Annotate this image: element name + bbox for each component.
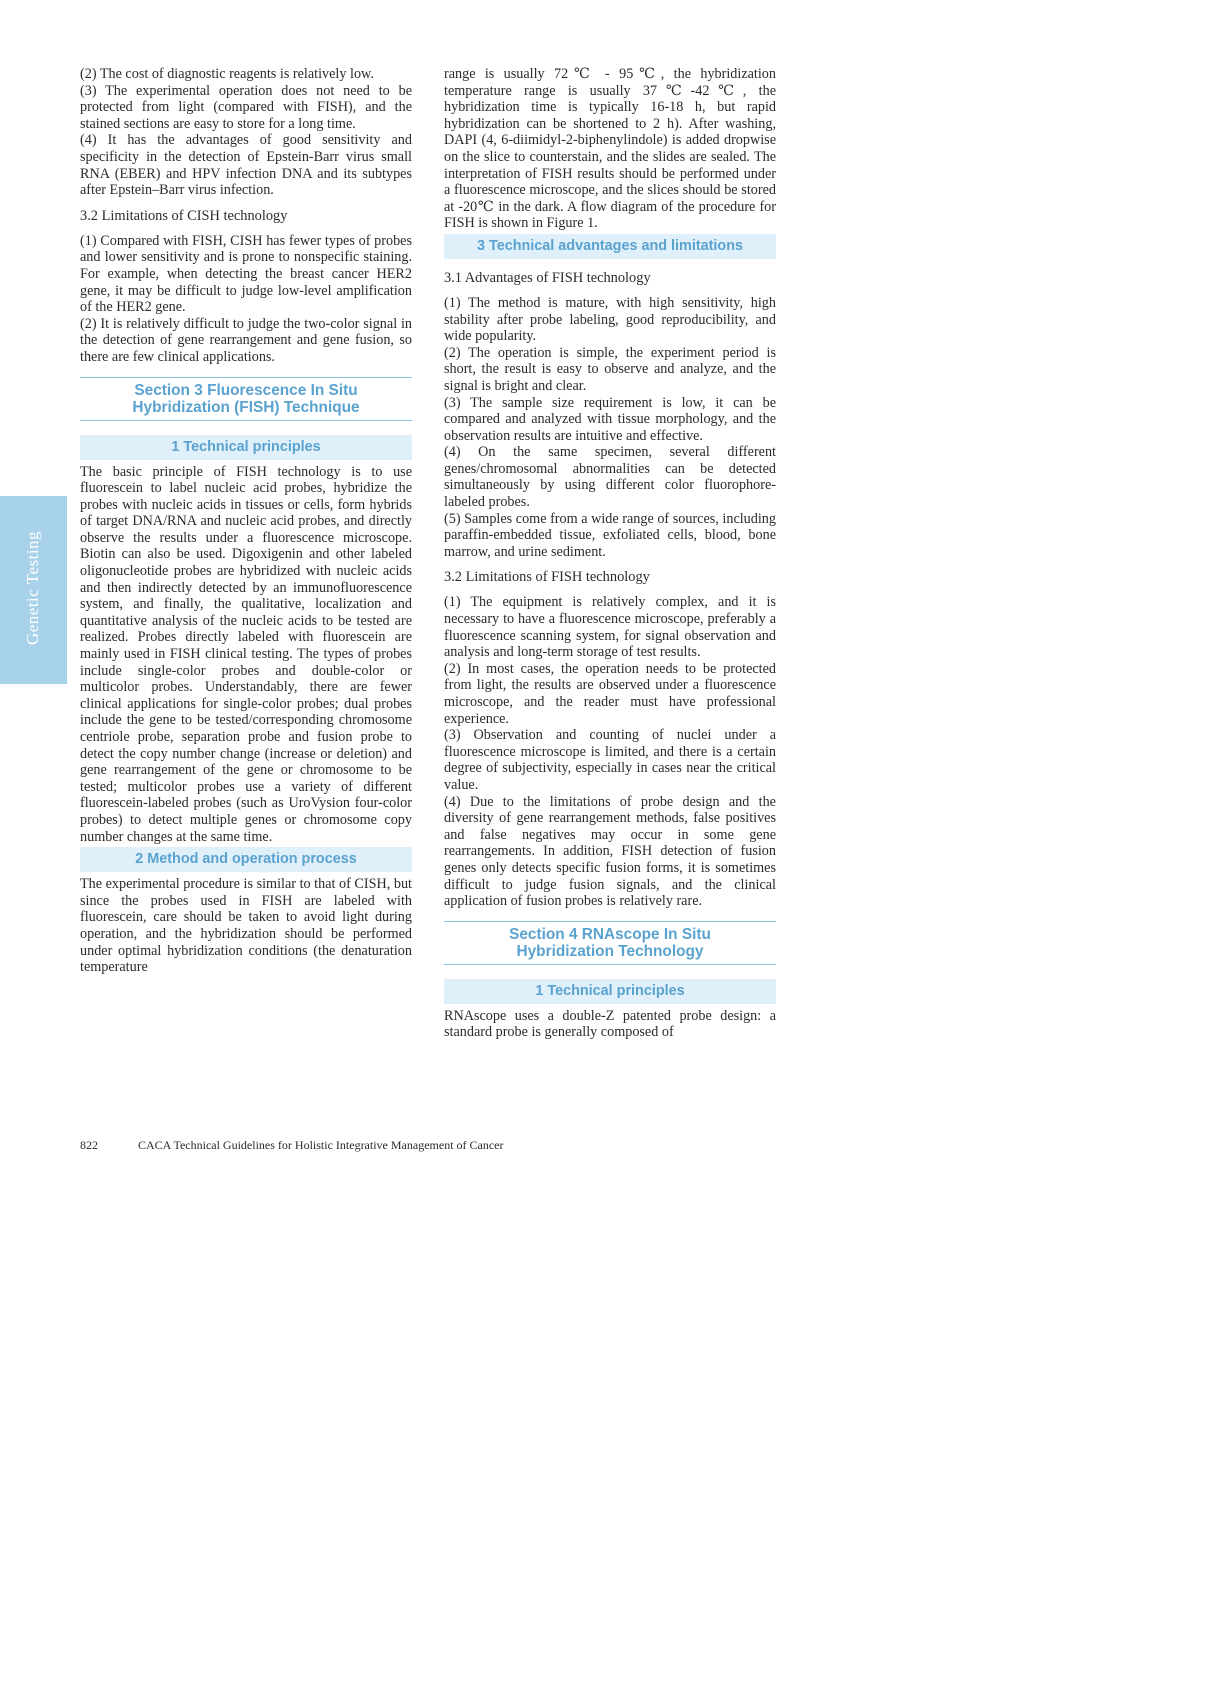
section-3-title-line2: Hybridization (FISH) Technique (132, 398, 360, 416)
paragraph: (5) Samples come from a wide range of sources, including paraffin-embedded tissue, exfoliated cells, blood, bone marrow, and urine sediment. (444, 510, 776, 560)
paragraph: (1) The method is mature, with high sensitivity, high stability after probe labeling, good reproducibility, and wide popularity. (444, 294, 776, 345)
paragraph: (1) Compared with FISH, CISH has fewer types of probes and lower sensitivity and is prone to nonspecific staining. For example, when detecting the breast cancer HER2 gene, it may be difficult to judge low-level amplification of the HER2 gene. (80, 232, 412, 316)
heading-technical-principles: 1 Technical principles (444, 979, 776, 1004)
paragraph: (3) The experimental operation does not need to be protected from light (compared with FISH), and the stained sections are easy to store for a long time. (80, 82, 412, 132)
side-tab (0, 496, 67, 684)
paragraph: range is usually 72℃ - 95℃, the hybridization temperature range is usually 37℃-42℃, the hybridization time is typically 16-18 h, but rapid hybridization can be shortened to 2 h). After washing, DAPI (4, 6-diimidyl-2-biphenylindole) is added dropwise on the slice to counterstain, and the slides are sealed. The interpretation of FISH results should be performed under a fluorescence microscope, and the slices should be stored at -20℃ in the dark. A flow diagram of the procedure for FISH is shown in Figure 1. (444, 66, 776, 232)
paragraph: The experimental procedure is similar to that of CISH, but since the probes used in FISH are labeled with fluorescein, care should be taken to avoid light during operation, and the hybridization should be performed under optimal hybridization conditions (the denaturation temperature (80, 876, 412, 976)
heading-advantages-limitations: 3 Technical advantages and limitations (444, 234, 776, 259)
section-3-title-line1: Section 3 Fluorescence In Situ (134, 381, 358, 399)
right-column (444, 66, 776, 1041)
section-4-title-line1: Section 4 RNAscope In Situ (509, 925, 711, 943)
heading-method-operation: 2 Method and operation process (80, 847, 412, 872)
subheading-fish-advantages: 3.1 Advantages of FISH technology (444, 269, 651, 286)
section-3-heading (80, 377, 412, 421)
paragraph: (1) The equipment is relatively complex, and it is necessary to have a fluorescence microscope, preferably a fluorescence scanning system, for signal observation and analysis and long-term storage of test results. (444, 594, 776, 661)
paragraph: (4) Due to the limitations of probe design and the diversity of gene rearrangement methods, false positives and false negatives may occur in some gene rearrangements. In addition, FISH detection of fusion genes only detects specific fusion forms, it is sometimes difficult to judge fusion signals, and the clinical application of fusion probes is relatively rare. (444, 793, 776, 910)
paragraph: (3) Observation and counting of nuclei under a fluorescence microscope is limited, and there is a certain degree of subjectivity, especially in cases near the critical value. (444, 727, 776, 793)
heading-technical-principles: 1 Technical principles (80, 435, 412, 460)
page-number: 822 (80, 1138, 98, 1152)
subheading-fish-limitations: 3.2 Limitations of FISH technology (444, 569, 650, 586)
paragraph: (4) On the same specimen, several different genes/chromosomal abnormalities can be detected simultaneously by using different color fluorophore-labeled probes. (444, 444, 776, 511)
side-tab-label: Genetic Testing (23, 530, 42, 646)
paragraph: (3) The sample size requirement is low, it can be compared and analyzed with tissue morphology, and the observation results are intuitive and effective. (444, 394, 776, 444)
section-4-heading (444, 921, 776, 965)
subheading-cish-limitations: 3.2 Limitations of CISH technology (80, 207, 288, 224)
paragraph: (2) The operation is simple, the experiment period is short, the result is easy to observe and analyze, and the signal is bright and clear. (444, 344, 776, 394)
section-4-title-line2: Hybridization Technology (516, 942, 704, 960)
left-column (80, 66, 412, 976)
paragraph: The basic principle of FISH technology is to use fluorescein to label nucleic acid probes, hybridize the probes with nucleic acids in tissues or cells, form hybrids of target DNA/RNA and nucleic acid probes, and directly observe the results under a fluorescence microscope. Biotin can also be used. Digoxigenin and other labeled oligonucleotide probes are hybridized with nucleic acids and then indirectly detected by an immunofluorescence system, and finally, the qualitative, localization and quantitative analysis of the nucleic acids to be tested are realized. Probes directly labeled with fluorescein are mainly used in FISH clinical testing. The types of probes include single-color probes and double-color or multicolor probes. Understandably, there are fewer clinical applications for single-color probes; dual probes include the gene to be tested/corresponding chromosome centriole probe, separation probe and fusion probe to detect the copy number change (increase or deletion) and gene rearrangement of the gene or chromosome to be tested; multicolor probes use a variety of different fluorescein-labeled probes (such as UroVysion four-color probes) to detect multiple genes or chromosome copy number changes at the same time. (80, 463, 412, 845)
running-title: CACA Technical Guidelines for Holistic Integrative Management of Cancer (138, 1138, 504, 1152)
paragraph: (2) The cost of diagnostic reagents is relatively low. (80, 66, 374, 82)
paragraph: RNAscope uses a double-Z patented probe design: a standard probe is generally composed of (444, 1007, 776, 1041)
paragraph: (2) It is relatively difficult to judge the two-color signal in the detection of gene rearrangement and gene fusion, so there are few clinical applications. (80, 315, 412, 365)
page-footer (80, 1138, 504, 1153)
paragraph: (2) In most cases, the operation needs to be protected from light, the results are observed under a fluorescence microscope, and the reader must have professional experience. (444, 660, 776, 727)
paragraph: (4) It has the advantages of good sensitivity and specificity in the detection of Epstein-Barr virus small RNA (EBER) and HPV infection DNA and its subtypes after Epstein–Barr virus infection. (80, 132, 412, 199)
